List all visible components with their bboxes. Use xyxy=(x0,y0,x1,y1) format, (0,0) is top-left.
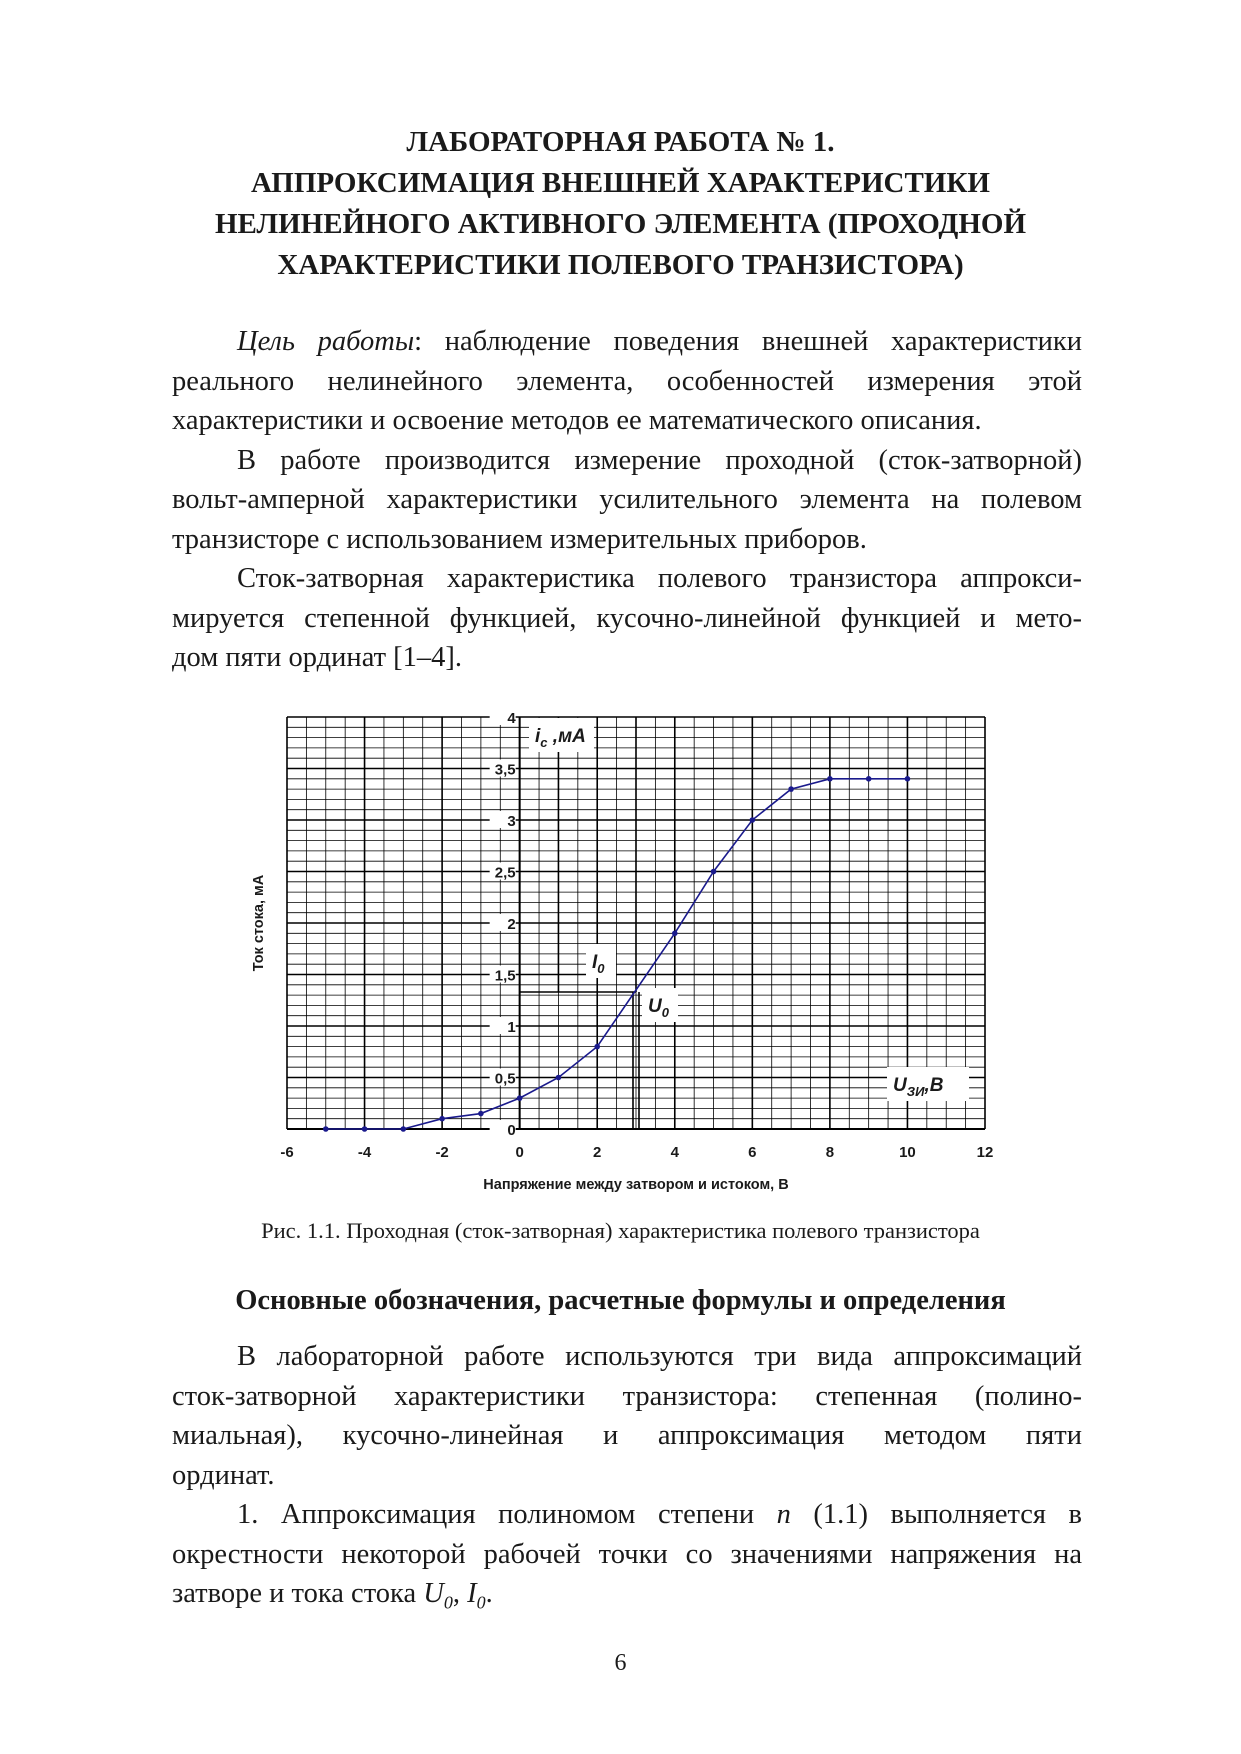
var-u0: $U_0$ xyxy=(423,1578,453,1613)
y-tick-label: 0,5 xyxy=(494,1070,516,1088)
x-tick-label: -4 xyxy=(357,1144,372,1161)
data-point xyxy=(788,786,794,792)
var-n: n xyxy=(776,1499,791,1530)
title-line: АППРОКСИМАЦИЯ ВНЕШНЕЙ ХАРАКТЕРИСТИКИ xyxy=(251,167,990,199)
data-point xyxy=(711,869,717,875)
data-point xyxy=(362,1126,368,1132)
goal-line-1 xyxy=(172,322,1082,362)
x-tick-label: 2 xyxy=(593,1144,602,1161)
var-i0: $I_0$ xyxy=(467,1578,486,1613)
data-point xyxy=(478,1111,484,1117)
x-tick-label: 4 xyxy=(670,1144,679,1161)
goal-label: Цель работы xyxy=(237,326,415,357)
data-point xyxy=(827,776,833,782)
transfer-characteristic-chart xyxy=(0,700,1241,1220)
title-line: ЛАБОРАТОРНАЯ РАБОТА № 1. xyxy=(406,126,835,158)
intro-paragraphs xyxy=(172,322,1082,678)
y-tick-label: 4 xyxy=(507,710,516,727)
data-point xyxy=(323,1126,329,1132)
data-point xyxy=(866,776,872,782)
goal-text: : наблюдение поведения внешней характеристики xyxy=(414,326,1082,357)
data-point xyxy=(517,1095,523,1101)
data-point xyxy=(401,1126,407,1132)
y-tick-label: 2 xyxy=(507,916,516,933)
data-point xyxy=(556,1075,562,1081)
data-point xyxy=(905,776,911,782)
section-paragraphs xyxy=(172,1337,1082,1614)
y-tick-label: 2,5 xyxy=(494,864,516,882)
i0-label: $I_0$ xyxy=(592,952,605,976)
s2-text-c: затворе и тока стока xyxy=(172,1578,424,1609)
s2-text-a: 1. Аппроксимация полиномом степени xyxy=(237,1499,777,1530)
x-tick-label: 6 xyxy=(748,1144,757,1161)
p2-line-2: вольт-амперной характеристики усилительного элемента на полевом xyxy=(172,484,1082,515)
y-axis-annotation: $i_c$ ,мА xyxy=(535,726,586,750)
y-tick-label: 1 xyxy=(507,1019,516,1036)
data-point xyxy=(672,931,678,937)
p3-line-1: Сток-затворная характеристика полевого транзистора аппрокси- xyxy=(237,563,1082,594)
s1-line-1: В лабораторной работе используются три вида аппроксимаций xyxy=(237,1341,1082,1372)
s2-line-2: окрестности некоторой рабочей точки со значениями напряжения на xyxy=(172,1538,1082,1570)
title-line: ХАРАКТЕРИСТИКИ ПОЛЕВОГО ТРАНЗИСТОРА) xyxy=(277,249,964,281)
y-tick-label: 1,5 xyxy=(494,967,516,985)
chapter-title xyxy=(150,122,1091,286)
page-number: 6 xyxy=(614,1650,627,1676)
figure-caption: Рис. 1.1. Проходная (сток-затворная) характеристика полевого транзистора xyxy=(261,1218,980,1243)
y-tick-label: 3 xyxy=(507,813,516,830)
y-axis-title: Ток стока, мА xyxy=(251,874,267,972)
s2-text-b: (1.1) выполняется в xyxy=(790,1499,1082,1530)
s1-line-4: ординат. xyxy=(172,1459,275,1491)
data-point xyxy=(750,817,756,823)
p3-line-2: мируется степенной функцией, кусочно-линейной функцией и мето- xyxy=(172,602,1082,634)
data-point xyxy=(594,1044,600,1050)
section-heading: Основные обозначения, расчетные формулы и определения xyxy=(235,1285,1006,1316)
s2-line-3: затворе и тока стока $U_0$, $I_0$. xyxy=(172,1578,493,1613)
title-line: НЕЛИНЕЙНОГО АКТИВНОГО ЭЛЕМЕНТА (ПРОХОДНОЙ xyxy=(214,208,1027,240)
data-point xyxy=(439,1116,445,1122)
x-tick-label: 12 xyxy=(976,1144,994,1161)
s2-line-1 xyxy=(172,1495,1082,1535)
goal-line-2: реального нелинейного элемента, особенностей измерения этой xyxy=(172,365,1082,397)
x-tick-label: 8 xyxy=(825,1144,835,1161)
p3-line-3: дом пяти ординат [1–4]. xyxy=(172,642,463,673)
goal-line-3: характеристики и освоение методов ее математического описания. xyxy=(172,405,982,436)
y-tick-label: 3,5 xyxy=(494,761,516,779)
x-axis-title: Напряжение между затвором и истоком, В xyxy=(483,1177,789,1193)
chart-labels xyxy=(251,708,993,1193)
s1-line-2: сток-затворной характеристики транзистора: степенная (полино- xyxy=(172,1380,1082,1412)
x-axis-annotation: $U_{ЗИ},В$ xyxy=(893,1075,944,1099)
s1-line-3: миальная), кусочно-линейная и аппроксимация методом пяти xyxy=(172,1420,1082,1451)
p2-line-1: В работе производится измерение проходной (сток-затворной) xyxy=(237,444,1082,476)
x-tick-label: -6 xyxy=(280,1144,294,1161)
x-tick-label: 10 xyxy=(899,1144,916,1161)
u0-label: $U_0$ xyxy=(648,996,669,1020)
y-tick-label: 0 xyxy=(507,1122,516,1139)
x-tick-label: 0 xyxy=(515,1144,524,1161)
x-tick-label: -2 xyxy=(435,1144,449,1161)
p2-line-3: транзисторе с использованием измерительных приборов. xyxy=(172,523,867,555)
